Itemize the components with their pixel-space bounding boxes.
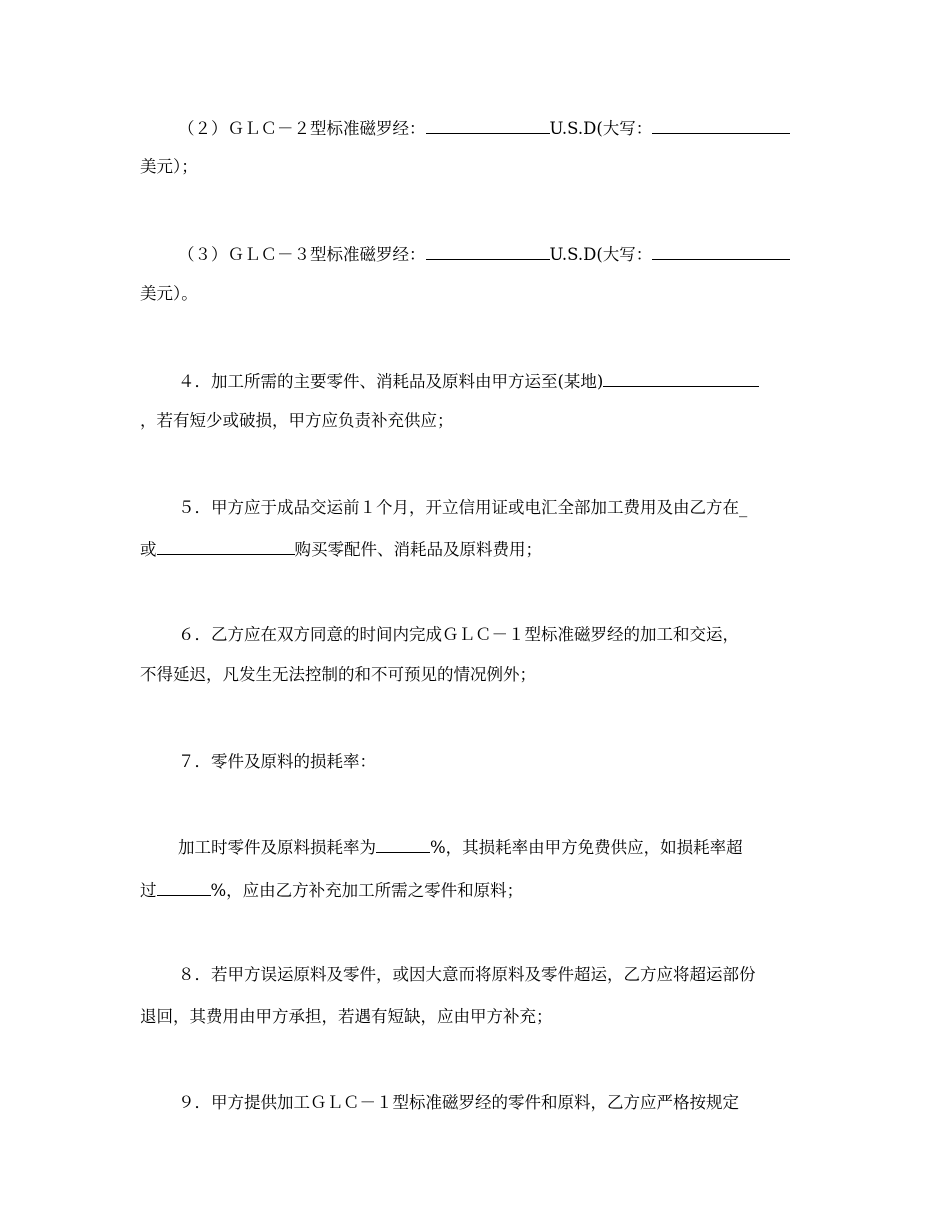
clause-2-label: （２）ＧＬＣ－２型标准磁罗经： [178, 119, 426, 138]
clause-4-line-1 [140, 369, 850, 393]
clause-2-currency: U.S.D(大写： [549, 119, 653, 138]
clause-4-place-blank [603, 369, 759, 387]
clause-5-line-1: ５．甲方应于成品交运前１个月，开立信用证或电汇全部加工费用及由乙方在_ [178, 498, 748, 517]
clause-3-line-2: 美元）。 [140, 284, 198, 303]
clause-7-heading: ７．零件及原料的损耗率： [178, 752, 376, 771]
excess-text: %，应由乙方补充加工所需之零件和原料； [210, 881, 524, 900]
clause-3-currency: U.S.D(大写： [549, 245, 653, 264]
clause-3-words-blank [652, 242, 790, 260]
clause-2-line-2: 美元）； [140, 157, 198, 176]
clause-2-price-blank [426, 116, 550, 134]
clause-5-line-2 [140, 537, 812, 561]
clause-3-label: （３）ＧＬＣ－３型标准磁罗经： [178, 245, 426, 264]
clause-4-line-2: ，若有短少或破损，甲方应负责补充供应； [140, 411, 454, 430]
excess-label: 过 [140, 881, 157, 900]
clause-4-text: ４．加工所需的主要零件、消耗品及原料由甲方运至(某地) [178, 372, 604, 391]
clause-7-body-line-1 [140, 835, 850, 859]
clause-7-body-line-2 [140, 878, 812, 902]
clause-6-line-2: 不得延迟，凡发生无法控制的和不可预见的情况例外； [140, 665, 536, 684]
clause-5-text: 购买零配件、消耗品及原料费用； [294, 540, 542, 559]
loss-rate-label: 加工时零件及原料损耗率为 [178, 838, 376, 857]
clause-8-line-1: ８．若甲方误运原料及零件，或因大意而将原料及零件超运，乙方应将超运部份 [178, 965, 756, 984]
clause-9-line-1: ９．甲方提供加工ＧＬＣ－１型标准磁罗经的零件和原料，乙方应严格按规定 [178, 1093, 739, 1112]
clause-2-line-1 [140, 116, 850, 140]
clause-3-line-1 [140, 242, 850, 266]
clause-6-line-1: ６．乙方应在双方同意的时间内完成ＧＬＣ－１型标准磁罗经的加工和交运， [178, 625, 739, 644]
clause-2-words-blank [652, 116, 790, 134]
loss-rate-blank [376, 835, 430, 853]
loss-rate-text: %，其损耗率由甲方免费供应，如损耗率超 [430, 838, 743, 857]
excess-rate-blank [157, 878, 211, 896]
clause-8-line-2: 退回，其费用由甲方承担，若遇有短缺，应由甲方补充； [140, 1007, 553, 1026]
clause-3-price-blank [426, 242, 550, 260]
clause-5-location-blank [157, 537, 295, 555]
clause-5-or: 或 [140, 540, 157, 559]
